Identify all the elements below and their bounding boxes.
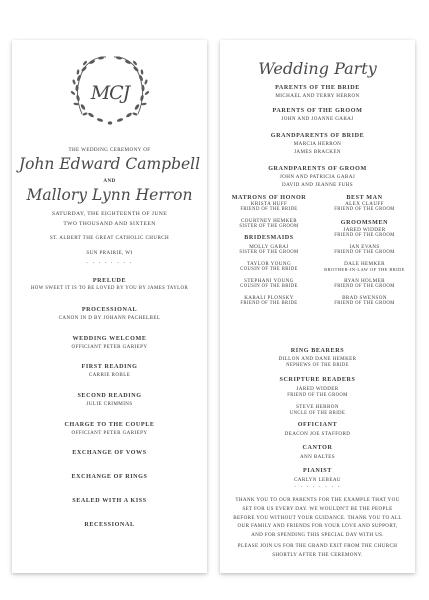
matrons-label: MATRONS OF HONOR [231, 195, 307, 201]
groomsman-name: DALE HEMKER [344, 261, 385, 267]
program-title-processional: PROCESSIONAL [81, 307, 138, 313]
bride-name: Mallory Lynn Herron [26, 186, 193, 204]
monogram-wreath-icon [70, 54, 150, 128]
matron-role: FRIEND OF THE BRIDE [240, 207, 298, 212]
bridesmaid-name: MOLLY GABAJ [249, 244, 289, 250]
groomsman-role: FRIEND OF THE GROOM [334, 233, 395, 238]
program-title-kiss: SEALED WITH A KISS [72, 498, 147, 504]
grandparents-groom-label: GRANDPARENTS OF GROOM [268, 166, 367, 172]
divider-dots: . . . . . . . . [294, 483, 341, 489]
program-detail-second-reading: JULIE CRIMMINS [86, 401, 133, 407]
bride-side-column [224, 195, 314, 306]
program-title-first-reading: FIRST READING [81, 364, 138, 370]
divider-dots: . . . . . . . . [86, 259, 133, 265]
bridesmaids-label: BRIDESMAIDS [244, 235, 294, 241]
program-title-prelude: PRELUDE [92, 278, 127, 284]
pianist-name: CARLYN LEBEAU [294, 477, 341, 483]
cantor-name: ANN BALTES [299, 454, 336, 460]
thank-you-note: THANK YOU TO OUR PARENTS FOR THE EXAMPLE THAT YOU SET FOR US EVERY DAY. WE WOULDN'T BE THE PEOPLE BEFORE YOU WITHOUT YOUR GUIDANCE. THANK YOU TO ALL OUR FAMILY AND FRIENDS FOR YOUR LOVE AND SUPPORT, AND FOR SPENDING THIS SPECIAL DAY WITH US. [233, 497, 402, 539]
ceremony-intro: THE WEDDING CEREMONY OF [68, 147, 151, 153]
best-man-role: FRIEND OF THE GROOM [334, 207, 395, 212]
bridesmaid-name: STEPHANI YOUNG [244, 278, 294, 284]
groomsmen-label: GROOMSMEN [340, 220, 389, 226]
program-title-charge: CHARGE TO THE COUPLE [64, 422, 155, 428]
program-detail-prelude: HOW SWEET IT IS TO BE LOVED BY YOU BY JAMES TAYLOR [30, 286, 189, 291]
bridesmaid-role: COUSIN OF THE BRIDE [240, 284, 298, 289]
groom-side-column [317, 195, 412, 306]
matron-name: KRISTA HUFF [250, 201, 288, 207]
groomsman-role: FRIEND OF THE GROOM [334, 250, 395, 255]
parents-groom-label: PARENTS OF THE GROOM [272, 108, 363, 114]
matron-role: SISTER OF THE GROOM [239, 224, 299, 229]
ring-bearers-role: NEPHEWS OF THE BRIDE [286, 363, 349, 368]
scripture-readers-label: SCRIPTURE READERS [279, 377, 356, 383]
program-detail-welcome: OFFICIANT PETER GARIEPY [71, 344, 148, 350]
wedding-party-card [220, 40, 415, 573]
program-title-vows: EXCHANGE OF VOWS [72, 450, 147, 456]
grandparents-bride-2: JAMES BRACKEN [294, 149, 341, 155]
groom-name: John Edward Campbell [18, 155, 201, 173]
scripture-reader-role: UNCLE OF THE BRIDE [289, 411, 346, 416]
grandparents-groom-2: DAVID AND JEANNE FUHS [282, 182, 353, 188]
matron-name: COURTNEY HEMKER [240, 218, 298, 224]
bridesmaid-role: COUSIN OF THE BRIDE [240, 267, 298, 272]
program-detail-first-reading: CARRIE ROBLE [88, 372, 131, 378]
program-title-welcome: WEDDING WELCOME [72, 336, 147, 342]
bridesmaid-role: FRIEND OF THE BRIDE [240, 301, 298, 306]
best-man-name: ALEX CLAUFF [345, 201, 384, 207]
groomsman-name: BRAD SWENSON [342, 295, 387, 301]
bridesmaid-role: SISTER OF THE GROOM [239, 250, 299, 255]
groomsman-name: IAN EVANS [349, 244, 380, 250]
program-title-recessional: RECESSIONAL [84, 522, 135, 528]
parents-groom-names: JOHN AND JOANNE GABAJ [281, 116, 354, 122]
officiant-name: DEACON JOE STAFFORD [284, 431, 351, 437]
scripture-reader-role: FRIEND OF THE GROOM [287, 393, 348, 398]
groomsman-role: FRIEND OF THE GROOM [334, 301, 395, 306]
monogram-text: MCJ [90, 82, 130, 104]
groomsman-role: FRIEND OF THE GROOM [334, 284, 395, 289]
officiant-label: OFFICIANT [297, 422, 338, 428]
scripture-reader-name: JARED WIDDER [296, 386, 339, 392]
program-detail-processional: CANON IN D BY JOHANN PACHELBEL [58, 315, 161, 321]
wedding-party-heading: Wedding Party [258, 59, 377, 78]
program-title-rings: EXCHANGE OF RINGS [71, 474, 148, 480]
parents-bride-names: MICHAEL AND TERRY HERRON [275, 93, 360, 99]
grandparents-groom-1: JOHN AND PATRICIA GABAJ [279, 174, 356, 180]
groomsman-name: RYAN HOLMER [344, 278, 385, 284]
groomsman-name: JARED WIDDER [343, 227, 386, 233]
grandparents-bride-1: MARCIA HERRON [293, 141, 342, 147]
ceremony-year: TWO THOUSAND AND SIXTEEN [63, 221, 156, 227]
grand-exit-note: PLEASE JOIN US FOR THE GRAND EXIT FROM THE CHURCH SHORTLY AFTER THE CEREMONY. [237, 543, 398, 558]
grandparents-bride-label: GRANDPARENTS OF BRIDE [270, 133, 365, 139]
ceremony-date: SATURDAY, THE EIGHTEENTH OF JUNE [51, 211, 168, 217]
bridesmaid-name: KARALI PLONSKY [244, 295, 294, 301]
scripture-reader-name: STEVE HERRON [296, 404, 339, 410]
parents-bride-label: PARENTS OF THE BRIDE [275, 85, 360, 91]
ring-bearers-label: RING BEARERS [290, 348, 345, 354]
cantor-label: CANTOR [302, 445, 333, 451]
best-man-label: BEST MAN [346, 195, 383, 201]
church-name: ST. ALBERT THE GREAT CATHOLIC CHURCH [49, 235, 170, 241]
bridesmaid-name: TAYLOR YOUNG [246, 261, 292, 267]
ceremony-program-card [12, 40, 207, 573]
city: SUN PRAIRIE, WI [86, 250, 133, 256]
ring-bearers-names: DILLON AND DANE HEMKER [278, 356, 357, 362]
groomsman-role: BROTHER-IN-LAW OF THE BRIDE [324, 267, 405, 272]
program-detail-charge: OFFICIANT PETER GARIEPY [71, 430, 148, 436]
pianist-label: PIANIST [303, 468, 332, 474]
program-title-second-reading: SECOND READING [77, 393, 142, 399]
and-label: AND [103, 178, 116, 184]
